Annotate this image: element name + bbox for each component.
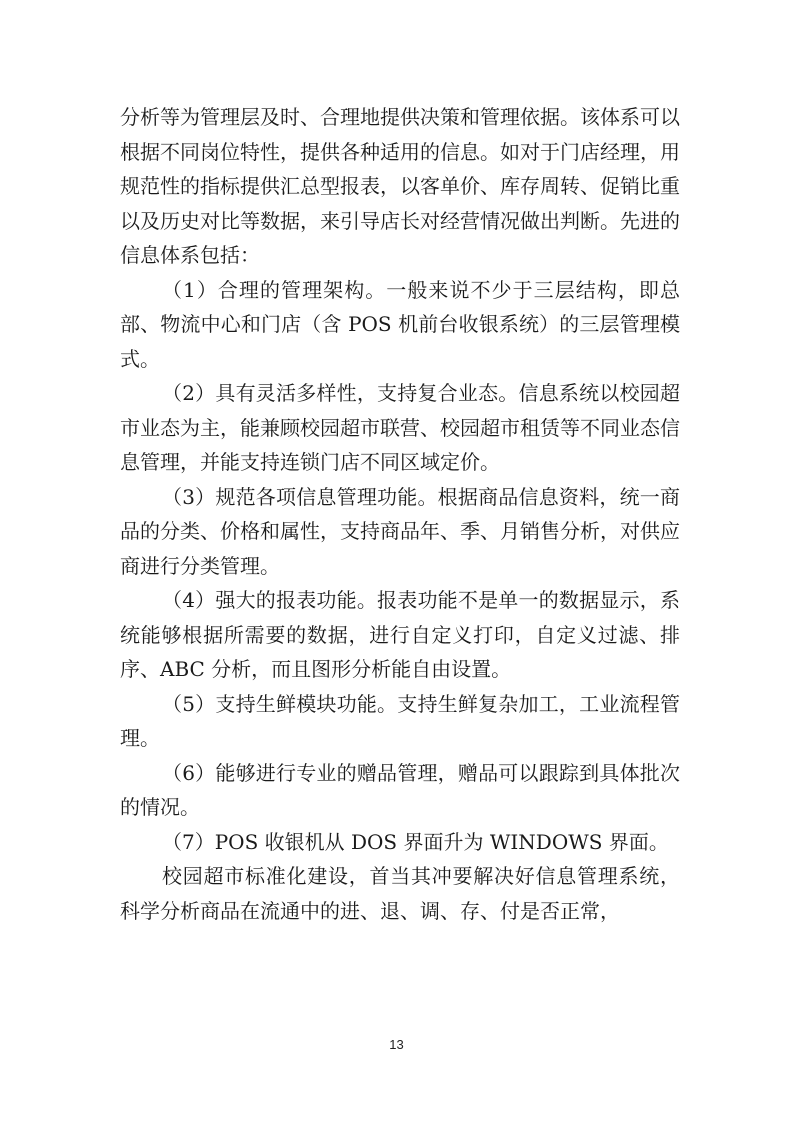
list-item-5: （5）支持生鲜模块功能。支持生鲜复杂加工，工业流程管理。 xyxy=(120,691,680,750)
list-item-1: （1）合理的管理架构。一般来说不少于三层结构，即总部、物流中心和门店（含 POS 机前台收银系统）的三层管理模式。 xyxy=(120,277,680,371)
list-item-4: （4）强大的报表功能。报表功能不是单一的数据显示，系统能够根据所需要的数据，进行自定义打印，自定义过滤、排序、ABC 分析，而且图形分析能自由设置。 xyxy=(120,588,680,681)
list-item-3: （3）规范各项信息管理功能。根据商品信息资料，统一商品的分类、价格和属性，支持商品年、季、月销售分析，对供应商进行分类管理。 xyxy=(120,484,680,578)
list-item-6: （6）能够进行专业的赠品管理，赠品可以跟踪到具体批次的情况。 xyxy=(120,760,680,819)
list-item-2: （2）具有灵活多样性，支持复合业态。信息系统以校园超市业态为主，能兼顾校园超市联营、校园超市租赁等不同业态信息管理，并能支持连锁门店不同区域定价。 xyxy=(120,381,680,474)
page-number: 13 xyxy=(389,1037,404,1052)
list-item-7: （7）POS 收银机从 DOS 界面升为 WINDOWS 界面。 xyxy=(162,829,669,854)
paragraph-closing: 校园超市标准化建设，首当其冲要解决好信息管理系统，科学分析商品在流通中的进、退、调、存、付是否正常， xyxy=(120,864,680,923)
paragraph-continuation: 分析等为管理层及时、合理地提供决策和管理依据。该体系可以根据不同岗位特性，提供各种适用的信息。如对于门店经理，用规范性的指标提供汇总型报表，以客单价、库存周转、促销比重以及历史对比等数据，来引导店长对经营情况做出判断。先进的信息体系包括： xyxy=(120,105,680,267)
body-text xyxy=(120,100,680,928)
